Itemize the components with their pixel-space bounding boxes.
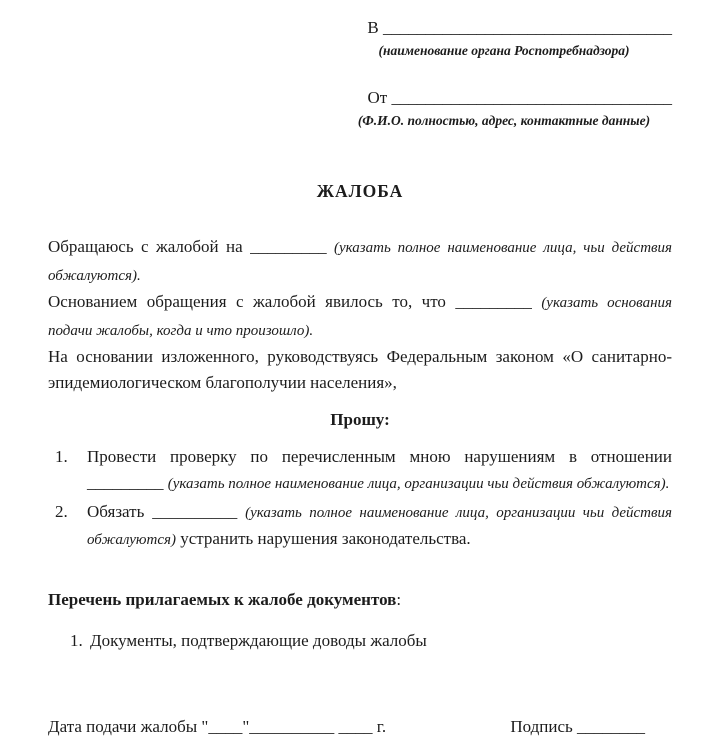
item-content (87, 444, 672, 497)
sender-line (336, 86, 672, 110)
paragraph-complaint-subject (48, 234, 672, 289)
document-title: ЖАЛОБА (316, 181, 404, 201)
recipient-blank-line: __________________________________ (383, 18, 672, 37)
item-content (87, 499, 672, 553)
inline-caption: (указать полное наименование лица, организации чьи действия обжалуются) (87, 505, 673, 548)
sender-blank-line: _________________________________ (391, 88, 672, 107)
footer-block (48, 714, 672, 739)
recipient-label: В (367, 18, 379, 37)
item-content (90, 628, 672, 654)
recipient-sender-block (336, 16, 672, 130)
list-item (55, 499, 672, 553)
list-item (70, 628, 672, 654)
attachments-heading-colon: : (396, 590, 402, 609)
fill-blank: _________ (455, 292, 532, 311)
attachments-heading-text: Перечень прилагаемых к жалобе документов (48, 590, 397, 609)
fill-blank: _________ (87, 473, 164, 492)
sender-label: От (367, 88, 388, 107)
list-item (55, 444, 672, 497)
body-text-block (48, 234, 672, 395)
paragraph-text: Обращаюсь с жалобой на (48, 237, 243, 256)
item-number: 1. (70, 631, 83, 650)
sender-caption: (Ф.И.О. полностью, адрес, контактные данные) (357, 113, 651, 128)
attachments-heading (48, 589, 672, 611)
recipient-line (336, 16, 672, 40)
signature-fill-blank: ________ (577, 717, 645, 736)
request-list (48, 444, 672, 553)
item-text-after: устранить нарушения законодательства. (180, 529, 471, 548)
date-fill-blank: "____"__________ ____ г. (201, 717, 387, 736)
item-text: Провести проверку по перечисленным мною нарушениям в отношении (87, 447, 672, 466)
paragraph-text: Основанием обращения с жалобой явилось то, что (48, 292, 446, 311)
inline-caption: (указать полное наименование лица, чьи действия обжалуются). (48, 240, 673, 284)
attachments-list (48, 628, 672, 654)
item-number: 2. (55, 502, 68, 521)
signature-line (510, 714, 645, 739)
recipient-caption: (наименование органа Роспотребнадзора) (378, 43, 630, 58)
fill-blank: __________ (152, 502, 238, 521)
request-heading: Прошу: (330, 410, 390, 429)
paragraph-legal-basis (48, 344, 672, 395)
inline-caption: (указать основания подачи жалобы, когда и что произошло). (48, 295, 672, 339)
signature-label: Подпись (510, 717, 573, 736)
fill-blank: _________ (250, 237, 327, 256)
item-number: 1. (55, 447, 68, 466)
date-label: Дата подачи жалобы (48, 717, 198, 736)
item-text: Обязать (87, 502, 145, 521)
date-line (48, 714, 386, 739)
inline-caption: (указать полное наименование лица, организации чьи действия обжалуются). (167, 476, 670, 492)
paragraph-text: На основании изложенного, руководствуясь Федеральным законом «О санитарно-эпидемиологическом благополучии населения», (48, 347, 672, 392)
paragraph-complaint-grounds (48, 289, 672, 344)
item-text: Документы, подтверждающие доводы жалобы (90, 631, 427, 650)
